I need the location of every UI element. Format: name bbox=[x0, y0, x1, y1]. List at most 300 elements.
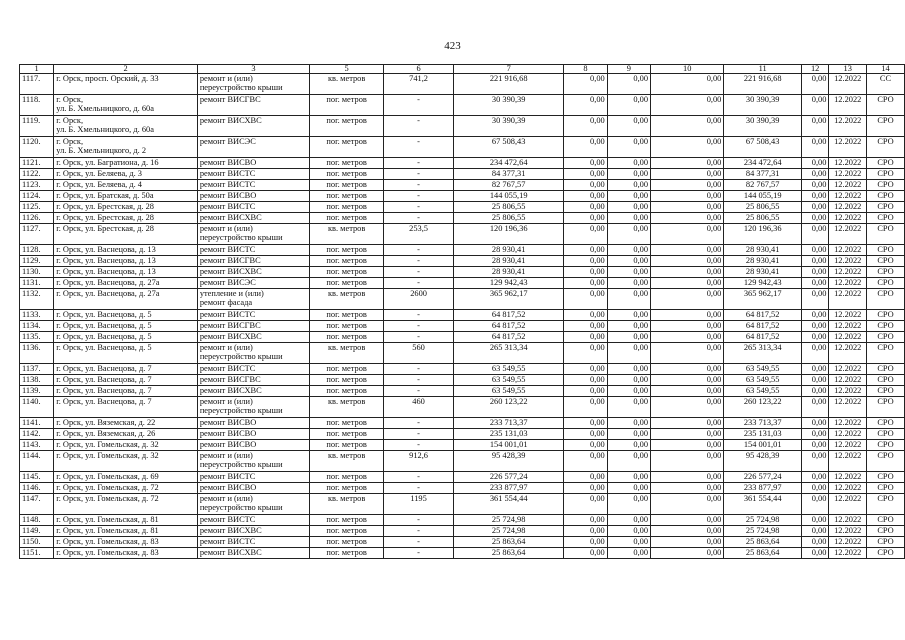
cell-deadline: 12.2022 bbox=[829, 137, 867, 158]
cell-row-number: 1140. bbox=[20, 397, 54, 418]
column-header-method: 14 bbox=[867, 65, 905, 74]
cell-fund-regional: 0,00 bbox=[564, 332, 607, 343]
cell-unit: пог. метров bbox=[310, 180, 384, 191]
cell-fund-capital: 82 767,57 bbox=[724, 180, 802, 191]
cell-fund-capital: 365 962,17 bbox=[724, 289, 802, 310]
cell-fund-local: 0,00 bbox=[607, 386, 650, 397]
cell-fund-local: 0,00 bbox=[607, 375, 650, 386]
table-row bbox=[20, 548, 905, 559]
cell-total-cost: 64 817,52 bbox=[453, 310, 563, 321]
cell-work-type: ремонт ВИСВО bbox=[197, 418, 309, 429]
cell-fund-regional: 0,00 bbox=[564, 397, 607, 418]
cell-row-number: 1124. bbox=[20, 191, 54, 202]
cell-total-cost: 265 313,34 bbox=[453, 343, 563, 364]
table-row bbox=[20, 95, 905, 116]
cell-fund-capital: 64 817,52 bbox=[724, 332, 802, 343]
cell-total-cost: 154 001,01 bbox=[453, 440, 563, 451]
cell-work-type: ремонт ВИСВО bbox=[197, 483, 309, 494]
cell-total-cost: 63 549,55 bbox=[453, 364, 563, 375]
cell-work-type: ремонт ВИСВО bbox=[197, 429, 309, 440]
cell-method: СРО bbox=[867, 158, 905, 169]
cell-method: СРО bbox=[867, 429, 905, 440]
cell-method: СРО bbox=[867, 116, 905, 137]
cell-address: г. Орск, ул. Васнецова, д. 13 bbox=[54, 267, 198, 278]
cell-fund-capital: 25 724,98 bbox=[724, 515, 802, 526]
cell-fund-owners: 0,00 bbox=[651, 310, 724, 321]
cell-fund-owners: 0,00 bbox=[651, 472, 724, 483]
cell-work-type: ремонт ВИСТС bbox=[197, 310, 309, 321]
cell-row-number: 1144. bbox=[20, 451, 54, 472]
cell-deadline: 12.2022 bbox=[829, 537, 867, 548]
cell-address: г. Орск, ул. Вяземская, д. 26 bbox=[54, 429, 198, 440]
cell-fund-regional: 0,00 bbox=[564, 256, 607, 267]
cell-address: г. Орск, ул. Васнецова, д. 5 bbox=[54, 310, 198, 321]
column-header-total-cost: 7 bbox=[453, 65, 563, 74]
cell-work-type: ремонт ВИСТС bbox=[197, 515, 309, 526]
cell-deadline: 12.2022 bbox=[829, 451, 867, 472]
cell-fund-local: 0,00 bbox=[607, 321, 650, 332]
cell-fund-capital: 30 390,39 bbox=[724, 95, 802, 116]
cell-volume: - bbox=[384, 515, 454, 526]
cell-fund-capital: 25 863,64 bbox=[724, 537, 802, 548]
cell-fund-local: 0,00 bbox=[607, 526, 650, 537]
cell-fund-local: 0,00 bbox=[607, 343, 650, 364]
cell-address: г. Орск, ул. Гомельская, д. 32 bbox=[54, 451, 198, 472]
cell-work-type: ремонт ВИСХВС bbox=[197, 116, 309, 137]
cell-cost-per-unit: 0,00 bbox=[801, 95, 828, 116]
cell-address: г. Орск, ул. Брестская, д. 28 bbox=[54, 202, 198, 213]
cell-cost-per-unit: 0,00 bbox=[801, 494, 828, 515]
cell-unit: пог. метров bbox=[310, 169, 384, 180]
cell-address: г. Орск, ул. Беляева, д. 4 bbox=[54, 180, 198, 191]
cell-row-number: 1136. bbox=[20, 343, 54, 364]
cell-cost-per-unit: 0,00 bbox=[801, 472, 828, 483]
cell-row-number: 1141. bbox=[20, 418, 54, 429]
cell-method: СРО bbox=[867, 289, 905, 310]
cell-volume: - bbox=[384, 310, 454, 321]
cell-fund-local: 0,00 bbox=[607, 364, 650, 375]
cell-fund-regional: 0,00 bbox=[564, 310, 607, 321]
cell-cost-per-unit: 0,00 bbox=[801, 537, 828, 548]
cell-deadline: 12.2022 bbox=[829, 74, 867, 95]
cell-fund-capital: 235 131,03 bbox=[724, 429, 802, 440]
table-row bbox=[20, 202, 905, 213]
cell-fund-local: 0,00 bbox=[607, 202, 650, 213]
cell-fund-local: 0,00 bbox=[607, 397, 650, 418]
cell-volume: - bbox=[384, 191, 454, 202]
cell-method: СРО bbox=[867, 267, 905, 278]
cell-total-cost: 260 123,22 bbox=[453, 397, 563, 418]
cell-address: г. Орск, ул. Гомельская, д. 69 bbox=[54, 472, 198, 483]
cell-volume: - bbox=[384, 137, 454, 158]
cell-unit: пог. метров bbox=[310, 364, 384, 375]
table-row bbox=[20, 116, 905, 137]
table-row bbox=[20, 213, 905, 224]
cell-method: СРО bbox=[867, 191, 905, 202]
cell-total-cost: 28 930,41 bbox=[453, 245, 563, 256]
cell-row-number: 1147. bbox=[20, 494, 54, 515]
cell-fund-local: 0,00 bbox=[607, 278, 650, 289]
cell-address: г. Орск, ул. Брестская, д. 28 bbox=[54, 224, 198, 245]
cell-volume: - bbox=[384, 386, 454, 397]
cell-row-number: 1125. bbox=[20, 202, 54, 213]
cell-method: СРО bbox=[867, 332, 905, 343]
cell-work-type: ремонт ВИСТС bbox=[197, 537, 309, 548]
cell-fund-local: 0,00 bbox=[607, 74, 650, 95]
cell-unit: пог. метров bbox=[310, 116, 384, 137]
cell-fund-owners: 0,00 bbox=[651, 256, 724, 267]
cell-volume: 1195 bbox=[384, 494, 454, 515]
table-row bbox=[20, 332, 905, 343]
cell-fund-local: 0,00 bbox=[607, 332, 650, 343]
cell-fund-owners: 0,00 bbox=[651, 213, 724, 224]
cell-total-cost: 233 713,37 bbox=[453, 418, 563, 429]
cell-fund-local: 0,00 bbox=[607, 116, 650, 137]
cell-deadline: 12.2022 bbox=[829, 375, 867, 386]
cell-work-type: ремонт ВИСГВС bbox=[197, 256, 309, 267]
cell-fund-regional: 0,00 bbox=[564, 494, 607, 515]
cell-fund-capital: 63 549,55 bbox=[724, 375, 802, 386]
cell-address: г. Орск, ул. Васнецова, д. 7 bbox=[54, 364, 198, 375]
cell-volume: - bbox=[384, 429, 454, 440]
cell-cost-per-unit: 0,00 bbox=[801, 483, 828, 494]
cell-address: г. Орск, ул. Васнецова, д. 7 bbox=[54, 386, 198, 397]
cell-fund-capital: 64 817,52 bbox=[724, 310, 802, 321]
cell-fund-owners: 0,00 bbox=[651, 191, 724, 202]
cell-fund-capital: 84 377,31 bbox=[724, 169, 802, 180]
cell-deadline: 12.2022 bbox=[829, 483, 867, 494]
cell-deadline: 12.2022 bbox=[829, 202, 867, 213]
cell-row-number: 1134. bbox=[20, 321, 54, 332]
cell-fund-regional: 0,00 bbox=[564, 137, 607, 158]
cell-unit: пог. метров bbox=[310, 472, 384, 483]
cell-fund-local: 0,00 bbox=[607, 245, 650, 256]
cell-total-cost: 30 390,39 bbox=[453, 95, 563, 116]
table-row bbox=[20, 451, 905, 472]
cell-total-cost: 63 549,55 bbox=[453, 375, 563, 386]
cell-cost-per-unit: 0,00 bbox=[801, 213, 828, 224]
cell-fund-regional: 0,00 bbox=[564, 224, 607, 245]
cell-fund-regional: 0,00 bbox=[564, 245, 607, 256]
cell-fund-owners: 0,00 bbox=[651, 321, 724, 332]
cell-deadline: 12.2022 bbox=[829, 526, 867, 537]
cell-total-cost: 30 390,39 bbox=[453, 116, 563, 137]
cell-cost-per-unit: 0,00 bbox=[801, 397, 828, 418]
cell-fund-regional: 0,00 bbox=[564, 429, 607, 440]
cell-deadline: 12.2022 bbox=[829, 213, 867, 224]
table-row bbox=[20, 267, 905, 278]
cell-fund-regional: 0,00 bbox=[564, 526, 607, 537]
cell-unit: пог. метров bbox=[310, 213, 384, 224]
cell-volume: - bbox=[384, 548, 454, 559]
cell-fund-capital: 28 930,41 bbox=[724, 245, 802, 256]
cell-unit: кв. метров bbox=[310, 74, 384, 95]
cell-fund-owners: 0,00 bbox=[651, 418, 724, 429]
cell-fund-regional: 0,00 bbox=[564, 451, 607, 472]
cell-fund-owners: 0,00 bbox=[651, 397, 724, 418]
table-row bbox=[20, 386, 905, 397]
cell-fund-regional: 0,00 bbox=[564, 440, 607, 451]
cell-fund-owners: 0,00 bbox=[651, 429, 724, 440]
cell-fund-owners: 0,00 bbox=[651, 332, 724, 343]
cell-cost-per-unit: 0,00 bbox=[801, 418, 828, 429]
cell-fund-regional: 0,00 bbox=[564, 158, 607, 169]
cell-work-type: ремонт ВИСХВС bbox=[197, 526, 309, 537]
cell-unit: пог. метров bbox=[310, 137, 384, 158]
cell-cost-per-unit: 0,00 bbox=[801, 267, 828, 278]
cell-row-number: 1120. bbox=[20, 137, 54, 158]
cell-fund-local: 0,00 bbox=[607, 451, 650, 472]
cell-volume: - bbox=[384, 440, 454, 451]
cell-work-type: ремонт ВИСЭС bbox=[197, 278, 309, 289]
table-row bbox=[20, 256, 905, 267]
repair-schedule-table bbox=[19, 64, 905, 559]
cell-unit: пог. метров bbox=[310, 245, 384, 256]
cell-fund-regional: 0,00 bbox=[564, 343, 607, 364]
cell-method: СРО bbox=[867, 364, 905, 375]
cell-volume: - bbox=[384, 169, 454, 180]
cell-method: СРО bbox=[867, 526, 905, 537]
cell-volume: - bbox=[384, 418, 454, 429]
cell-cost-per-unit: 0,00 bbox=[801, 375, 828, 386]
cell-cost-per-unit: 0,00 bbox=[801, 158, 828, 169]
column-header-unit: 5 bbox=[310, 65, 384, 74]
cell-volume: - bbox=[384, 158, 454, 169]
cell-total-cost: 361 554,44 bbox=[453, 494, 563, 515]
cell-row-number: 1138. bbox=[20, 375, 54, 386]
table-row bbox=[20, 169, 905, 180]
cell-method: СРО bbox=[867, 310, 905, 321]
cell-unit: пог. метров bbox=[310, 515, 384, 526]
column-header-volume: 6 bbox=[384, 65, 454, 74]
cell-address: г. Орск, ул. Васнецова, д. 7 bbox=[54, 397, 198, 418]
cell-work-type: ремонт ВИСГВС bbox=[197, 95, 309, 116]
cell-volume: - bbox=[384, 332, 454, 343]
cell-unit: кв. метров bbox=[310, 289, 384, 310]
cell-address: г. Орск, ул. Б. Хмельницкого, д. 60а bbox=[54, 95, 198, 116]
cell-total-cost: 84 377,31 bbox=[453, 169, 563, 180]
table-row bbox=[20, 429, 905, 440]
cell-fund-regional: 0,00 bbox=[564, 364, 607, 375]
cell-method: СРО bbox=[867, 343, 905, 364]
cell-row-number: 1131. bbox=[20, 278, 54, 289]
table-row bbox=[20, 440, 905, 451]
cell-fund-local: 0,00 bbox=[607, 429, 650, 440]
cell-deadline: 12.2022 bbox=[829, 386, 867, 397]
cell-method: СРО bbox=[867, 375, 905, 386]
cell-fund-regional: 0,00 bbox=[564, 180, 607, 191]
cell-volume: - bbox=[384, 321, 454, 332]
cell-unit: пог. метров bbox=[310, 321, 384, 332]
cell-cost-per-unit: 0,00 bbox=[801, 289, 828, 310]
cell-volume: - bbox=[384, 526, 454, 537]
cell-work-type: ремонт ВИСТС bbox=[197, 364, 309, 375]
cell-work-type: ремонт и (или) переустройство крыши bbox=[197, 224, 309, 245]
cell-work-type: ремонт ВИСХВС bbox=[197, 267, 309, 278]
cell-cost-per-unit: 0,00 bbox=[801, 278, 828, 289]
cell-fund-owners: 0,00 bbox=[651, 116, 724, 137]
cell-total-cost: 234 472,64 bbox=[453, 158, 563, 169]
column-header-deadline: 13 bbox=[829, 65, 867, 74]
cell-cost-per-unit: 0,00 bbox=[801, 116, 828, 137]
cell-work-type: ремонт ВИСТС bbox=[197, 180, 309, 191]
cell-fund-owners: 0,00 bbox=[651, 343, 724, 364]
cell-row-number: 1145. bbox=[20, 472, 54, 483]
cell-deadline: 12.2022 bbox=[829, 289, 867, 310]
cell-work-type: ремонт ВИСХВС bbox=[197, 213, 309, 224]
cell-fund-local: 0,00 bbox=[607, 472, 650, 483]
cell-fund-regional: 0,00 bbox=[564, 169, 607, 180]
cell-volume: - bbox=[384, 116, 454, 137]
cell-deadline: 12.2022 bbox=[829, 158, 867, 169]
cell-address: г. Орск, ул. Васнецова, д. 5 bbox=[54, 332, 198, 343]
cell-method: СРО bbox=[867, 256, 905, 267]
cell-address: г. Орск, ул. Васнецова, д. 27а bbox=[54, 278, 198, 289]
cell-address: г. Орск, ул. Б. Хмельницкого, д. 2 bbox=[54, 137, 198, 158]
cell-fund-capital: 233 877,97 bbox=[724, 483, 802, 494]
cell-fund-regional: 0,00 bbox=[564, 321, 607, 332]
cell-fund-local: 0,00 bbox=[607, 169, 650, 180]
cell-row-number: 1150. bbox=[20, 537, 54, 548]
column-header-row-number: 1 bbox=[20, 65, 54, 74]
cell-deadline: 12.2022 bbox=[829, 343, 867, 364]
cell-address: г. Орск, ул. Васнецова, д. 5 bbox=[54, 343, 198, 364]
column-header-fund-regional: 8 bbox=[564, 65, 607, 74]
cell-fund-capital: 28 930,41 bbox=[724, 267, 802, 278]
table-row bbox=[20, 343, 905, 364]
cell-total-cost: 221 916,68 bbox=[453, 74, 563, 95]
cell-cost-per-unit: 0,00 bbox=[801, 256, 828, 267]
cell-fund-regional: 0,00 bbox=[564, 191, 607, 202]
cell-unit: кв. метров bbox=[310, 397, 384, 418]
cell-cost-per-unit: 0,00 bbox=[801, 526, 828, 537]
cell-row-number: 1132. bbox=[20, 289, 54, 310]
column-header-fund-capital: 11 bbox=[724, 65, 802, 74]
cell-method: СРО bbox=[867, 515, 905, 526]
cell-address: г. Орск, ул. Вяземская, д. 22 bbox=[54, 418, 198, 429]
cell-fund-regional: 0,00 bbox=[564, 418, 607, 429]
table-row bbox=[20, 158, 905, 169]
table-row bbox=[20, 375, 905, 386]
cell-unit: пог. метров bbox=[310, 483, 384, 494]
cell-address: г. Орск, ул. Гомельская, д. 83 bbox=[54, 548, 198, 559]
cell-fund-local: 0,00 bbox=[607, 537, 650, 548]
cell-fund-capital: 63 549,55 bbox=[724, 386, 802, 397]
cell-row-number: 1137. bbox=[20, 364, 54, 375]
cell-unit: пог. метров bbox=[310, 418, 384, 429]
cell-fund-regional: 0,00 bbox=[564, 515, 607, 526]
cell-deadline: 12.2022 bbox=[829, 310, 867, 321]
cell-method: СРО bbox=[867, 494, 905, 515]
cell-row-number: 1122. bbox=[20, 169, 54, 180]
table-row bbox=[20, 137, 905, 158]
cell-total-cost: 233 877,97 bbox=[453, 483, 563, 494]
cell-fund-local: 0,00 bbox=[607, 440, 650, 451]
cell-volume: 2600 bbox=[384, 289, 454, 310]
table-row bbox=[20, 526, 905, 537]
cell-volume: - bbox=[384, 213, 454, 224]
cell-total-cost: 64 817,52 bbox=[453, 332, 563, 343]
cell-volume: 460 bbox=[384, 397, 454, 418]
cell-method: СРО bbox=[867, 224, 905, 245]
cell-unit: пог. метров bbox=[310, 537, 384, 548]
cell-deadline: 12.2022 bbox=[829, 472, 867, 483]
cell-fund-owners: 0,00 bbox=[651, 202, 724, 213]
cell-method: СС bbox=[867, 74, 905, 95]
table-row bbox=[20, 191, 905, 202]
cell-fund-capital: 226 577,24 bbox=[724, 472, 802, 483]
cell-deadline: 12.2022 bbox=[829, 278, 867, 289]
cell-fund-regional: 0,00 bbox=[564, 267, 607, 278]
cell-cost-per-unit: 0,00 bbox=[801, 515, 828, 526]
cell-row-number: 1128. bbox=[20, 245, 54, 256]
cell-cost-per-unit: 0,00 bbox=[801, 191, 828, 202]
cell-fund-owners: 0,00 bbox=[651, 95, 724, 116]
table-row bbox=[20, 224, 905, 245]
cell-deadline: 12.2022 bbox=[829, 332, 867, 343]
cell-cost-per-unit: 0,00 bbox=[801, 137, 828, 158]
cell-total-cost: 25 724,98 bbox=[453, 526, 563, 537]
cell-deadline: 12.2022 bbox=[829, 267, 867, 278]
cell-work-type: ремонт ВИСТС bbox=[197, 472, 309, 483]
cell-deadline: 12.2022 bbox=[829, 116, 867, 137]
cell-unit: пог. метров bbox=[310, 267, 384, 278]
cell-volume: 560 bbox=[384, 343, 454, 364]
cell-fund-capital: 25 806,55 bbox=[724, 213, 802, 224]
cell-cost-per-unit: 0,00 bbox=[801, 440, 828, 451]
table-body bbox=[20, 65, 905, 559]
table-row bbox=[20, 537, 905, 548]
cell-cost-per-unit: 0,00 bbox=[801, 224, 828, 245]
cell-address: г. Орск, просп. Орский, д. 33 bbox=[54, 74, 198, 95]
cell-unit: пог. метров bbox=[310, 375, 384, 386]
cell-work-type: ремонт и (или) переустройство крыши bbox=[197, 397, 309, 418]
cell-work-type: ремонт ВИСГВС bbox=[197, 375, 309, 386]
header-row bbox=[20, 65, 905, 74]
cell-row-number: 1126. bbox=[20, 213, 54, 224]
cell-row-number: 1151. bbox=[20, 548, 54, 559]
cell-method: СРО bbox=[867, 386, 905, 397]
cell-fund-owners: 0,00 bbox=[651, 386, 724, 397]
cell-fund-owners: 0,00 bbox=[651, 224, 724, 245]
cell-fund-capital: 25 724,98 bbox=[724, 526, 802, 537]
cell-fund-capital: 221 916,68 bbox=[724, 74, 802, 95]
cell-total-cost: 129 942,43 bbox=[453, 278, 563, 289]
cell-row-number: 1146. bbox=[20, 483, 54, 494]
cell-total-cost: 25 806,55 bbox=[453, 213, 563, 224]
cell-unit: кв. метров bbox=[310, 224, 384, 245]
cell-method: СРО bbox=[867, 451, 905, 472]
cell-address: г. Орск, ул. Б. Хмельницкого, д. 60а bbox=[54, 116, 198, 137]
cell-method: СРО bbox=[867, 202, 905, 213]
cell-cost-per-unit: 0,00 bbox=[801, 245, 828, 256]
cell-cost-per-unit: 0,00 bbox=[801, 386, 828, 397]
cell-cost-per-unit: 0,00 bbox=[801, 74, 828, 95]
cell-fund-regional: 0,00 bbox=[564, 202, 607, 213]
cell-fund-capital: 260 123,22 bbox=[724, 397, 802, 418]
table-row bbox=[20, 74, 905, 95]
cell-row-number: 1121. bbox=[20, 158, 54, 169]
column-header-fund-owners: 10 bbox=[651, 65, 724, 74]
cell-fund-capital: 154 001,01 bbox=[724, 440, 802, 451]
cell-fund-owners: 0,00 bbox=[651, 515, 724, 526]
cell-row-number: 1143. bbox=[20, 440, 54, 451]
cell-fund-local: 0,00 bbox=[607, 418, 650, 429]
cell-address: г. Орск, ул. Гомельская, д. 32 bbox=[54, 440, 198, 451]
cell-fund-local: 0,00 bbox=[607, 483, 650, 494]
cell-unit: кв. метров bbox=[310, 494, 384, 515]
cell-address: г. Орск, ул. Васнецова, д. 13 bbox=[54, 256, 198, 267]
